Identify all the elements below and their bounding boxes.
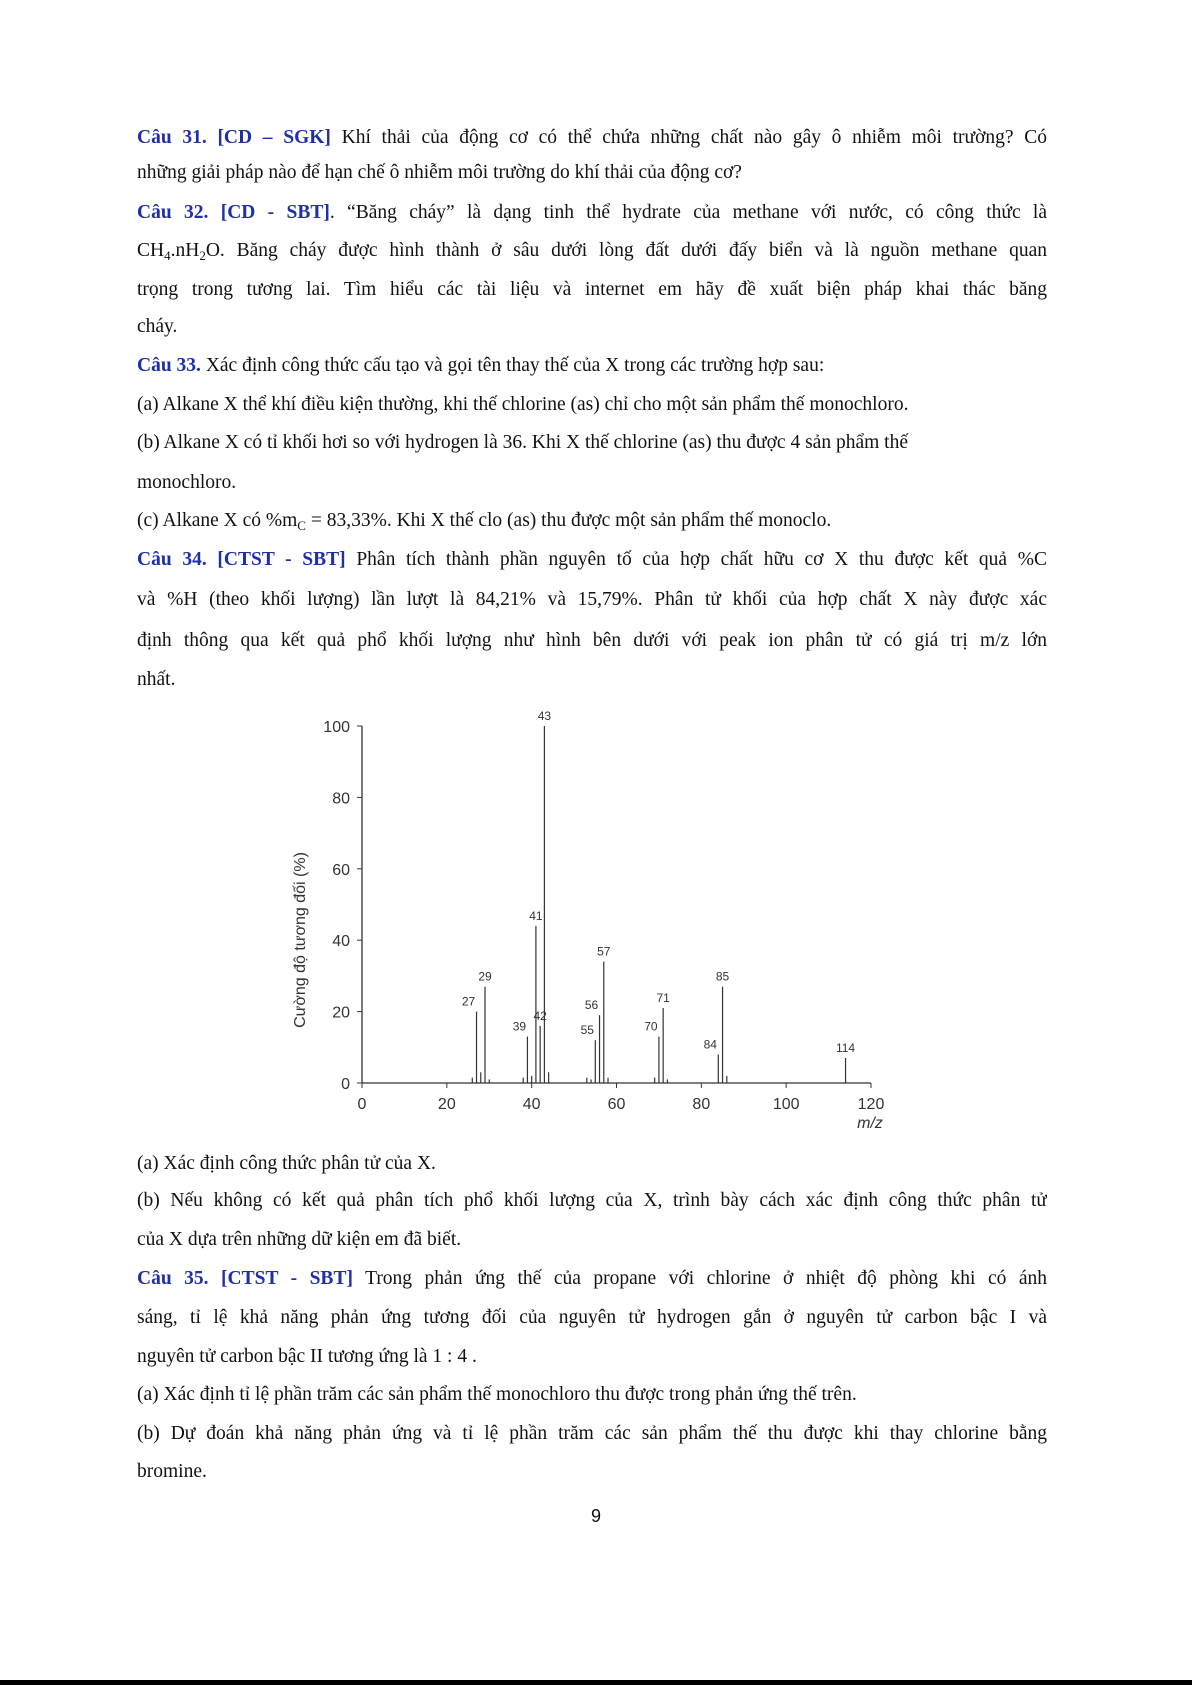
peak-label: 114	[835, 1041, 856, 1056]
q33-c-text: = 83,33%. Khi X thế clo (as) thu được một sản phẩm thế monoclo.	[305, 510, 832, 531]
q33-part-b-1: (b) Alkane X có tỉ khối hơi so với hydrogen là 36. Khi X thế chlorine (as) thu được 4 sản phẩm thế	[137, 432, 908, 453]
q34-part-b-1: (b) Nếu không có kết quả phân tích phổ khối lượng của X, trình bày cách xác định công thức phân tử	[137, 1190, 1047, 1211]
x-tick-label: 80	[692, 1096, 711, 1113]
page-number: 9	[590, 1506, 601, 1526]
peak-label: 27	[461, 994, 476, 1009]
peak-label: 56	[584, 998, 599, 1013]
q34-text: Phân tích thành phần nguyên tố của hợp chất hữu cơ X thu được kết quả %C	[345, 549, 1047, 570]
y-tick-label: 40	[332, 933, 350, 951]
formula-part: .nH	[170, 240, 200, 261]
peak-label: 84	[703, 1037, 717, 1052]
peak-label: 43	[537, 709, 552, 723]
q35-text: Trong phản ứng thế của propane với chlorine ở nhiệt độ phòng khi có ánh	[352, 1268, 1047, 1289]
y-tick-label: 20	[332, 1004, 350, 1022]
q35-line-3: nguyên tử carbon bậc II tương ứng là 1 : 4 .	[137, 1346, 477, 1367]
peak-label: 29	[478, 969, 492, 984]
x-tick-label: 60	[607, 1096, 626, 1113]
peak-label: 71	[656, 991, 670, 1006]
q32-text: . “Băng cháy” là dạng tinh thể hydrate của methane với nước, có công thức là	[329, 202, 1047, 223]
q32-line-2	[137, 239, 1047, 263]
y-tick-label: 80	[332, 790, 350, 808]
q32-line-4: cháy.	[137, 316, 178, 337]
q35-line-2: sáng, tỉ lệ khả năng phản ứng tương đối của nguyên tử hydrogen gắn ở nguyên tử carbon bậc I và	[137, 1307, 1047, 1328]
x-axis-label: m/z	[857, 1115, 883, 1132]
formula-sub: 2	[199, 248, 206, 263]
q34-label: Câu 34. [CTST - SBT]	[137, 549, 346, 570]
q33-part-b-2: monochloro.	[137, 472, 237, 493]
y-tick-label: 60	[332, 861, 350, 879]
peak-label: 70	[644, 1019, 658, 1034]
formula-sub: 4	[164, 248, 171, 263]
q34-line-3: định thông qua kết quả phổ khối lượng như hình bên dưới với peak ion phân tử có giá trị m/z lớn	[137, 630, 1047, 651]
q35-part-a: (a) Xác định tỉ lệ phần trăm các sản phẩm thế monochloro thu được trong phản ứng thế trên.	[137, 1384, 857, 1405]
q35-part-b-2: bromine.	[137, 1461, 207, 1482]
x-tick-label: 40	[522, 1096, 541, 1113]
q32-line-3: trọng trong tương lai. Tìm hiểu các tài liệu và internet em hãy đề xuất biện pháp khai thác băng	[137, 279, 1047, 300]
peak-label: 55	[580, 1023, 594, 1038]
x-tick-label: 120	[857, 1096, 885, 1113]
q31-text: Khí thải của động cơ có thể chứa những chất nào gây ô nhiễm môi trường? Có	[330, 127, 1047, 148]
q34-part-b-2: của X dựa trên những dữ kiện em đã biết.	[137, 1229, 462, 1250]
q35-line-1	[137, 1267, 1047, 1291]
peak-label: 39	[512, 1019, 527, 1034]
q34-line-4: nhất.	[137, 669, 176, 690]
formula-sub: C	[297, 518, 306, 533]
peak-label: 57	[597, 944, 611, 959]
x-tick-label: 20	[437, 1096, 456, 1113]
x-tick-label: 0	[357, 1096, 367, 1113]
y-tick-label: 100	[323, 719, 350, 736]
formula-part: CH	[137, 240, 165, 261]
q34-line-1	[137, 548, 1047, 572]
q32-label: Câu 32. [CD - SBT]	[137, 202, 330, 223]
q35-label: Câu 35. [CTST - SBT]	[137, 1268, 353, 1289]
q33-line-1	[137, 354, 1047, 378]
q34-part-a: (a) Xác định công thức phân tử của X.	[137, 1153, 436, 1174]
mass-spectrum-chart	[280, 700, 900, 1140]
y-tick-label: 0	[341, 1076, 350, 1093]
peak-label: 85	[715, 969, 730, 984]
q33-c-text: (c) Alkane X có %m	[137, 510, 298, 531]
q32-text: O. Băng cháy được hình thành ở sâu dưới lòng đất dưới đấy biển và là nguồn methane quan	[205, 240, 1047, 261]
x-tick-label: 100	[772, 1096, 800, 1113]
peak-label: 41	[529, 908, 543, 923]
q32-line-1	[137, 201, 1047, 225]
y-axis-label: Cường độ tương đối (%)	[292, 852, 309, 1028]
q33-part-c	[137, 509, 1047, 533]
q33-part-a: (a) Alkane X thể khí điều kiện thường, khi thế chlorine (as) chỉ cho một sản phẩm thế monochloro.	[137, 394, 909, 415]
chart-peaks	[462, 709, 856, 1083]
q31-line-2: những giải pháp nào để hạn chế ô nhiễm môi trường do khí thải của động cơ?	[137, 162, 742, 183]
q35-part-b-1: (b) Dự đoán khả năng phản ứng và tỉ lệ phần trăm các sản phẩm thế thu được khi thay chlorine bằng	[137, 1423, 1047, 1444]
bottom-border	[0, 1680, 1192, 1685]
q31-line-1	[137, 126, 1047, 150]
q33-label: Câu 33.	[137, 355, 201, 376]
q33-text: Xác định công thức cấu tạo và gọi tên thay thế của X trong các trường hợp sau:	[200, 355, 825, 376]
peak-label: 42	[533, 1008, 547, 1023]
q31-label: Câu 31. [CD – SGK]	[137, 127, 331, 148]
q34-line-2: và %H (theo khối lượng) lần lượt là 84,21% và 15,79%. Phân tử khối của hợp chất X này được xác	[137, 589, 1047, 610]
